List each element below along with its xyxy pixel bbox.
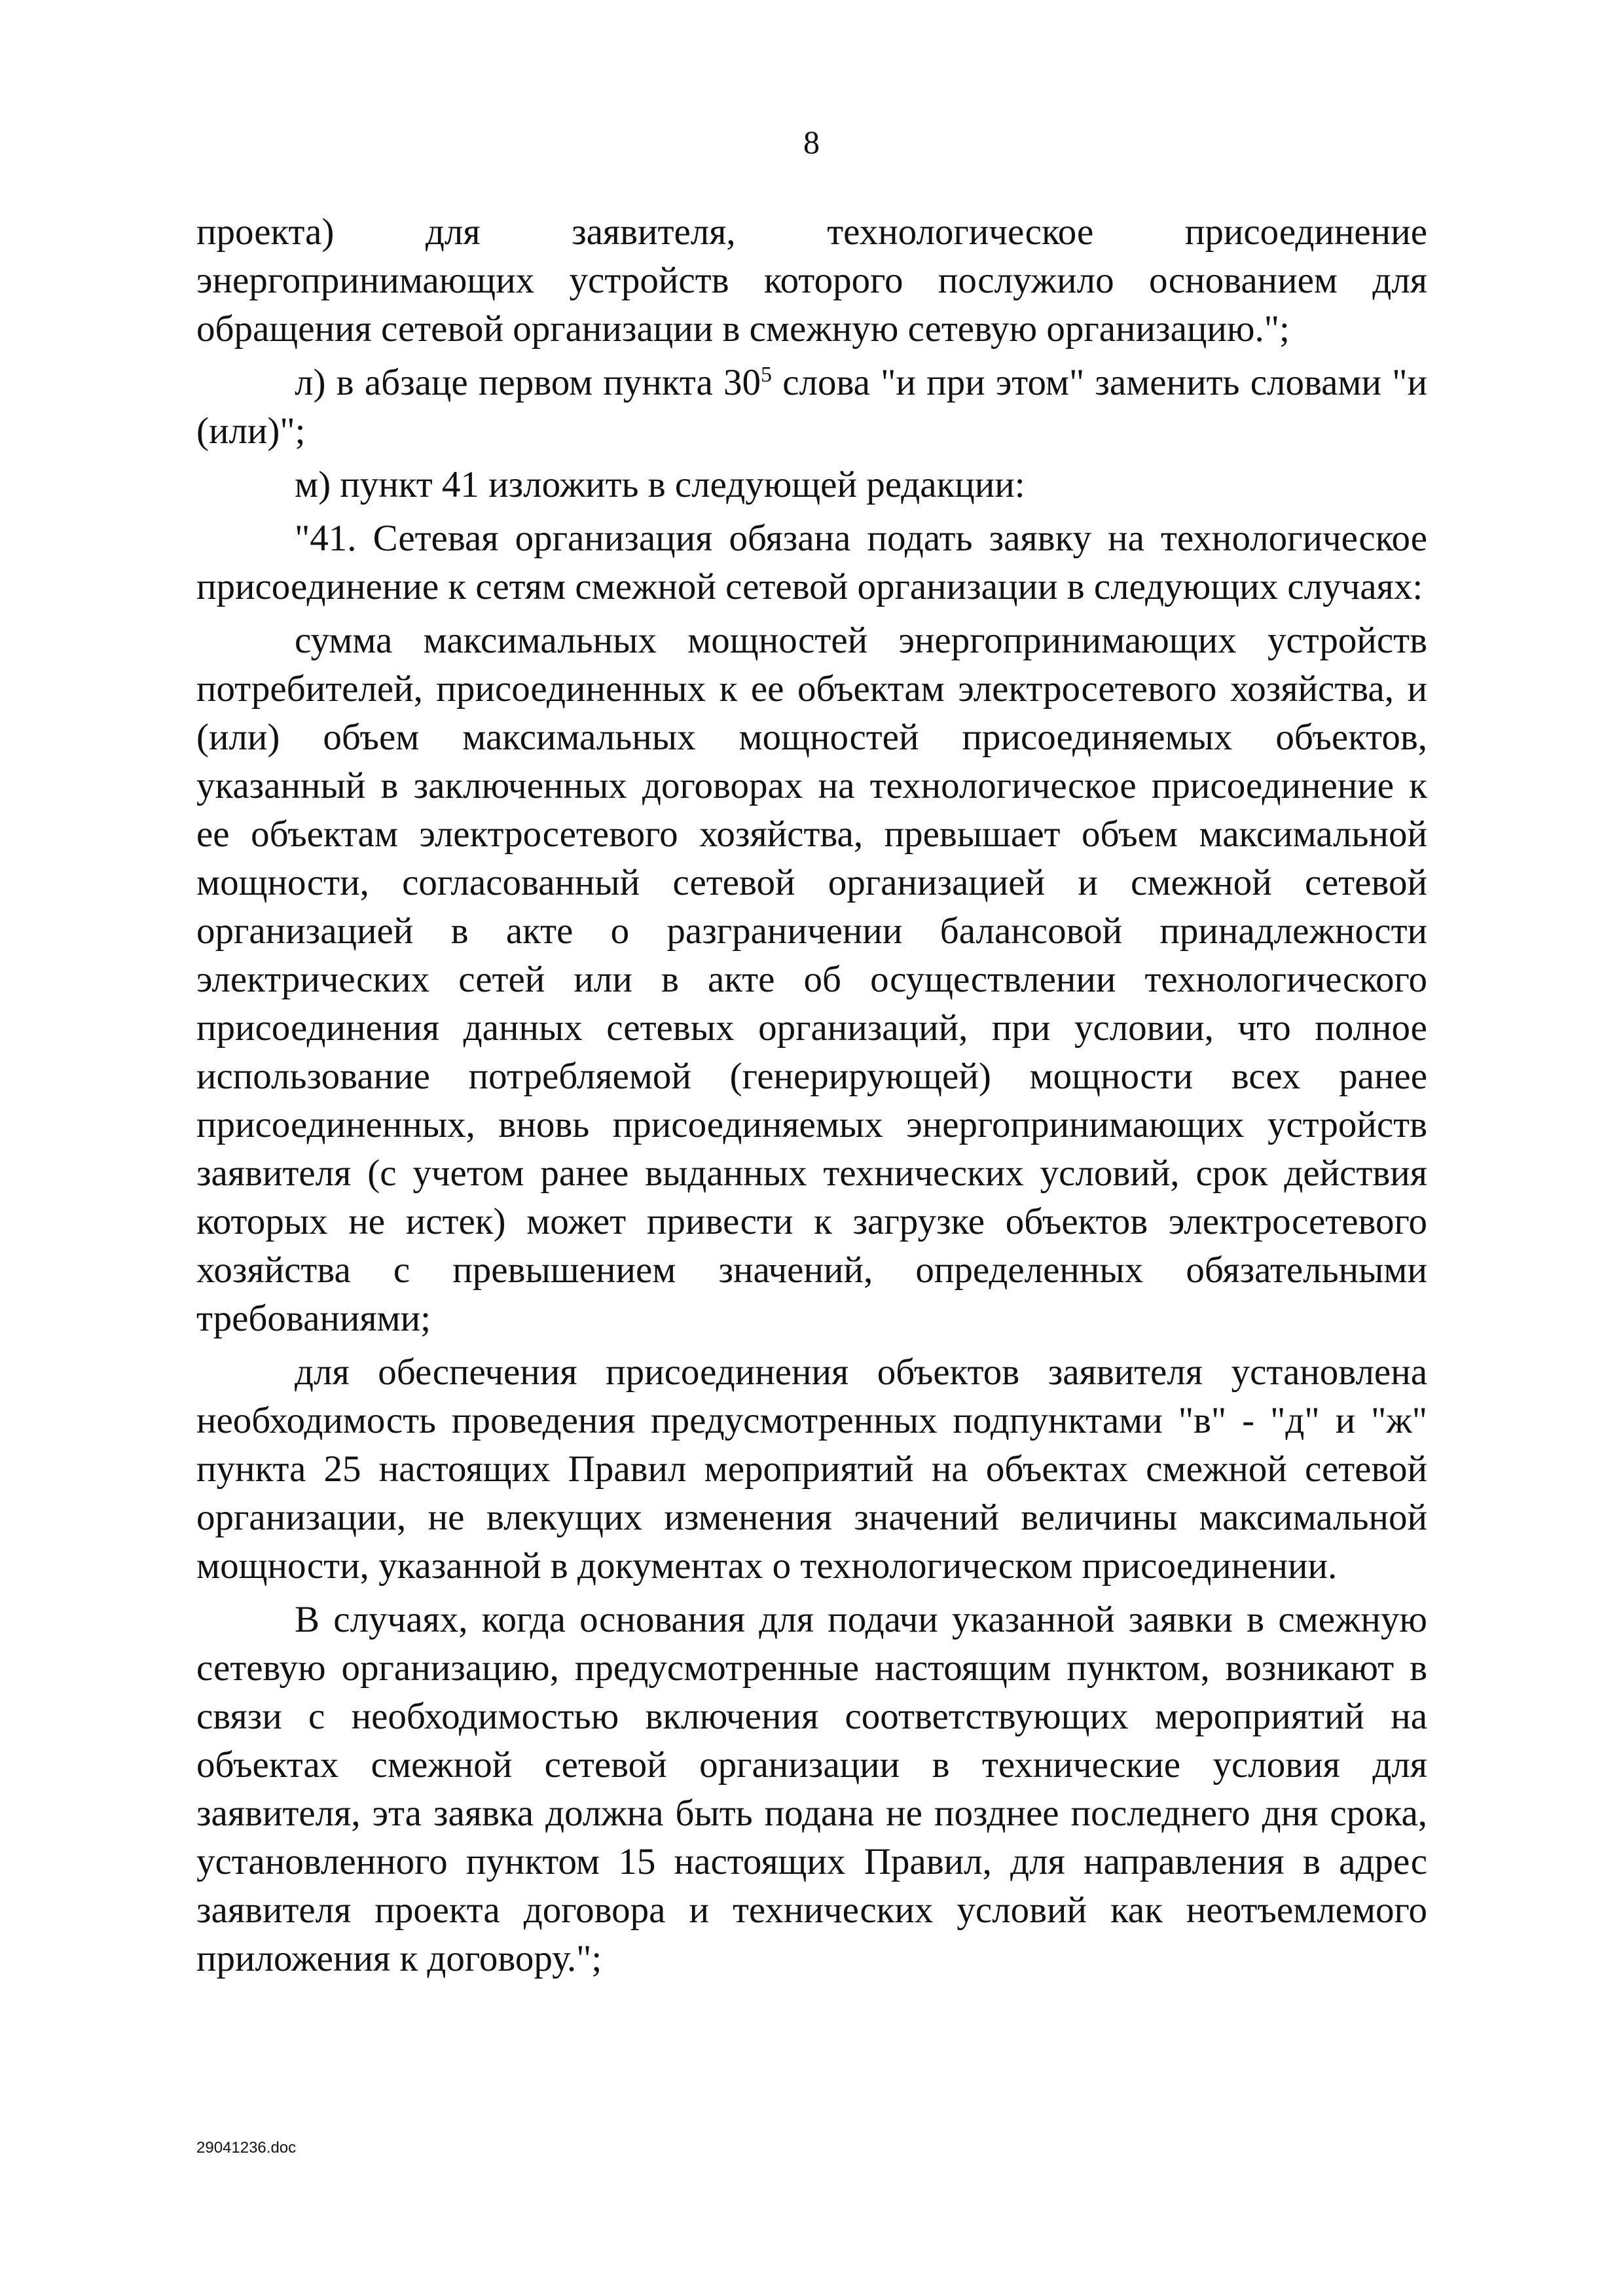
paragraph-case-1: сумма максимальных мощностей энергопринимающих устройств потребителей, присоединенных к ее объектам электросетевого хозяйства, и (или) объем максимальных мощностей присоединяемых объектов, указанный в заключенных договорах на технологическое присоединение к ее объектам электросетевого хозяйства, превышает объем максимальной мощности, согласованный сетевой организацией и смежной сетевой организацией в акте о разграничении балансовой принадлежности электрических сетей или в акте об осуществлении технологического присоединения данных сетевых организаций, при условии, что полное использование потребляемой (генерирующей) мощности всех ранее присоединенных, вновь присоединяемых энергопринимающих устройств заявителя (с учетом ранее выданных технических условий, срок действия которых не истек) может привести к загрузке объектов электросетевого хозяйства с превышением значений, определенных обязательными требованиями; — [196, 620, 1427, 1339]
document-body — [196, 208, 1427, 1988]
paragraph-item-l-text: л) в абзаце первом пункта 30 — [295, 362, 761, 403]
paragraph-case-2: для обеспечения присоединения объектов заявителя установлена необходимость проведения предусмотренных подпунктами "в" - "д" и "ж" пункта 25 настоящих Правил мероприятий на объектах смежной сетевой организации, не влекущих изменения значений величины максимальной мощности, указанной в документах о технологическом присоединении. — [196, 1352, 1427, 1587]
page-number: 8 — [803, 124, 820, 160]
paragraph-item-l — [196, 359, 1427, 456]
paragraph-deadline: В случаях, когда основания для подачи указанной заявки в смежную сетевую организацию, предусмотренные настоящим пунктом, возникают в связи с необходимостью включения соответствующих мероприятий на объектах смежной сетевой организации в технические условия для заявителя, эта заявка должна быть подана не позднее последнего дня срока, установленного пунктом 15 настоящих Правил, для направления в адрес заявителя проекта договора и технических условий как неотъемлемого приложения к договору."; — [196, 1599, 1427, 1979]
paragraph-continuation: проекта) для заявителя, технологическое присоединение энергопринимающих устройств которого послужило основанием для обращения сетевой организации в смежную сетевую организацию."; — [196, 211, 1427, 350]
paragraph-item-m: м) пункт 41 изложить в следующей редакции: — [295, 464, 1025, 505]
paragraph-item-l-tail: слова "и при этом" заменить словами "и (или)"; — [196, 362, 1427, 452]
document-file-id: 29041236.doc — [196, 2139, 297, 2157]
superscript-5: 5 — [761, 363, 772, 387]
paragraph-clause-41: "41. Сетевая организация обязана подать заявку на технологическое присоединение к сетям смежной сетевой организации в следующих случаях: — [196, 518, 1427, 607]
